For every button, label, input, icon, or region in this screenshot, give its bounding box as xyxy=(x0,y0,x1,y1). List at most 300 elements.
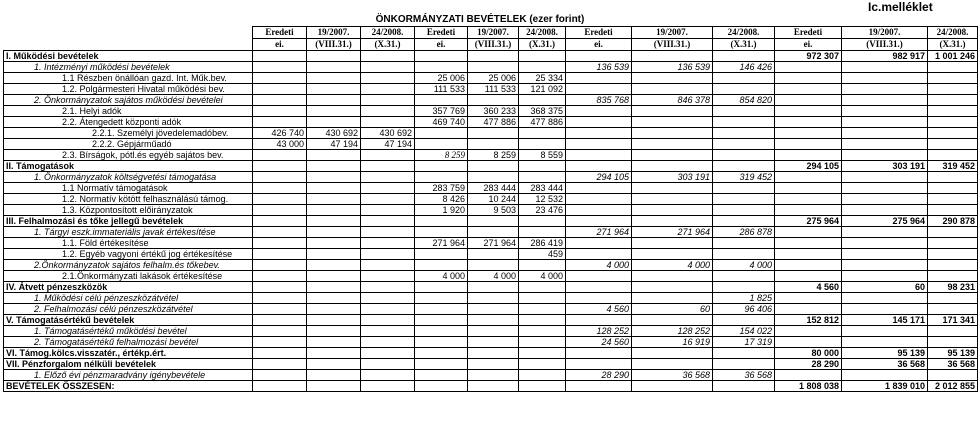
empty-cell xyxy=(632,348,713,359)
table-row xyxy=(4,249,978,260)
value-cell: 95 139 xyxy=(842,348,928,359)
empty-cell xyxy=(566,381,632,392)
empty-cell xyxy=(928,183,978,194)
value-cell: 426 740 xyxy=(253,128,307,139)
empty-cell xyxy=(928,139,978,150)
empty-cell xyxy=(928,326,978,337)
row-label: 1.1 Részben önállóan gazd. Int. Műk.bev. xyxy=(4,73,253,84)
empty-cell xyxy=(468,381,519,392)
table-row xyxy=(4,381,978,392)
empty-cell xyxy=(468,161,519,172)
column-header: 24/2008. xyxy=(519,27,566,39)
row-label: 1. Intézményi működési bevételek xyxy=(4,62,253,73)
table-row xyxy=(4,227,978,238)
value-cell: 357 769 xyxy=(415,106,468,117)
empty-cell xyxy=(632,51,713,62)
empty-cell xyxy=(468,304,519,315)
value-cell: 854 820 xyxy=(713,95,775,106)
empty-cell xyxy=(928,117,978,128)
empty-cell xyxy=(566,359,632,370)
empty-cell xyxy=(253,315,307,326)
empty-cell xyxy=(928,205,978,216)
value-cell: 1 839 010 xyxy=(842,381,928,392)
column-header: Eredeti xyxy=(775,27,842,39)
row-label: 1. Támogatásértékű működési bevétel xyxy=(4,326,253,337)
empty-cell xyxy=(253,348,307,359)
empty-cell xyxy=(253,106,307,117)
column-header: (VIII.31.) xyxy=(468,39,519,51)
empty-cell xyxy=(519,216,566,227)
empty-cell xyxy=(775,260,842,271)
row-label: 2. Támogatásértékű felhalmozási bevétel xyxy=(4,337,253,348)
empty-cell xyxy=(519,260,566,271)
empty-cell xyxy=(928,172,978,183)
empty-cell xyxy=(415,216,468,227)
table-row xyxy=(4,260,978,271)
table-row xyxy=(4,304,978,315)
empty-cell xyxy=(566,249,632,260)
table-row xyxy=(4,282,978,293)
value-cell: 28 290 xyxy=(775,359,842,370)
empty-cell xyxy=(253,381,307,392)
row-label: 2.2. Átengedett központi adók xyxy=(4,117,253,128)
empty-cell xyxy=(632,117,713,128)
value-cell: 36 568 xyxy=(928,359,978,370)
column-header: (X.31.) xyxy=(928,39,978,51)
row-label: 2.1.Önkormányzati lakások értékesítése xyxy=(4,271,253,282)
empty-cell xyxy=(713,216,775,227)
value-cell: 36 568 xyxy=(632,370,713,381)
empty-cell xyxy=(361,227,415,238)
empty-cell xyxy=(566,183,632,194)
empty-cell xyxy=(253,370,307,381)
empty-cell xyxy=(775,106,842,117)
empty-cell xyxy=(842,293,928,304)
empty-cell xyxy=(253,73,307,84)
value-cell xyxy=(566,293,632,304)
table-row xyxy=(4,315,978,326)
value-cell: 469 740 xyxy=(415,117,468,128)
empty-cell xyxy=(519,381,566,392)
empty-cell xyxy=(632,271,713,282)
empty-cell xyxy=(928,84,978,95)
empty-cell xyxy=(253,304,307,315)
value-cell: 4 000 xyxy=(566,260,632,271)
empty-cell xyxy=(415,139,468,150)
row-label: 2.2.1. Személyi jövedelemadóbev. xyxy=(4,128,253,139)
table-row xyxy=(4,271,978,282)
empty-cell xyxy=(775,249,842,260)
table-row xyxy=(4,216,978,227)
empty-cell xyxy=(632,249,713,260)
empty-cell xyxy=(632,359,713,370)
row-label: III. Felhalmozási és tőke jellegű bevételek xyxy=(4,216,253,227)
value-cell: 1 001 246 xyxy=(928,51,978,62)
value-cell: 4 000 xyxy=(519,271,566,282)
table-row xyxy=(4,326,978,337)
empty-cell xyxy=(928,304,978,315)
value-cell xyxy=(632,293,713,304)
empty-cell xyxy=(566,282,632,293)
column-header: (VIII.31.) xyxy=(307,39,361,51)
empty-cell xyxy=(361,282,415,293)
table-row xyxy=(4,205,978,216)
empty-cell xyxy=(519,62,566,73)
value-cell: 286 878 xyxy=(713,227,775,238)
empty-cell xyxy=(775,150,842,161)
empty-cell xyxy=(842,227,928,238)
empty-cell xyxy=(566,73,632,84)
empty-cell xyxy=(842,370,928,381)
value-cell: 36 568 xyxy=(713,370,775,381)
value-cell xyxy=(468,249,519,260)
value-cell: 12 532 xyxy=(519,194,566,205)
column-header: (X.31.) xyxy=(519,39,566,51)
empty-cell xyxy=(519,95,566,106)
value-cell: 972 307 xyxy=(775,51,842,62)
empty-cell xyxy=(253,150,307,161)
column-header: Eredeti xyxy=(253,27,307,39)
empty-cell xyxy=(361,62,415,73)
value-cell: 36 568 xyxy=(842,359,928,370)
empty-cell xyxy=(632,194,713,205)
row-label: 1.2. Egyéb vagyoni értékű jog értékesítése xyxy=(4,249,253,260)
empty-cell xyxy=(415,293,468,304)
value-cell: 80 000 xyxy=(775,348,842,359)
value-cell: 154 022 xyxy=(713,326,775,337)
empty-cell xyxy=(468,62,519,73)
value-cell: 9 503 xyxy=(468,205,519,216)
empty-cell xyxy=(307,51,361,62)
row-label: 1.1 Normatív támogatások xyxy=(4,183,253,194)
header-row xyxy=(4,39,978,51)
empty-cell xyxy=(307,359,361,370)
empty-cell xyxy=(253,238,307,249)
empty-cell xyxy=(519,315,566,326)
empty-cell xyxy=(415,62,468,73)
value-cell: 290 878 xyxy=(928,216,978,227)
empty-cell xyxy=(415,172,468,183)
empty-cell xyxy=(713,348,775,359)
empty-cell xyxy=(415,128,468,139)
row-label: 2.Önkormányzatok sajátos felhalm.és tőkebev. xyxy=(4,260,253,271)
empty-cell xyxy=(415,227,468,238)
empty-cell xyxy=(928,73,978,84)
empty-cell xyxy=(566,117,632,128)
empty-cell xyxy=(566,205,632,216)
empty-cell xyxy=(253,161,307,172)
empty-cell xyxy=(632,183,713,194)
value-cell: 4 560 xyxy=(566,304,632,315)
value-cell: 28 290 xyxy=(566,370,632,381)
empty-cell xyxy=(928,238,978,249)
value-cell: 98 231 xyxy=(928,282,978,293)
value-cell: 121 092 xyxy=(519,84,566,95)
page-title: ÖNKORMÁNYZATI BEVÉTELEK (ezer forint) xyxy=(375,14,585,25)
empty-cell xyxy=(775,139,842,150)
table-row xyxy=(4,128,978,139)
row-label: 2.3. Bírságok, pótl.és egyéb sajátos bev. xyxy=(4,150,253,161)
empty-cell xyxy=(632,282,713,293)
empty-cell xyxy=(468,128,519,139)
empty-cell xyxy=(842,117,928,128)
value-cell: 25 006 xyxy=(415,73,468,84)
empty-cell xyxy=(566,84,632,95)
table-row xyxy=(4,359,978,370)
empty-cell xyxy=(307,381,361,392)
empty-cell xyxy=(842,194,928,205)
value-cell: 303 191 xyxy=(632,172,713,183)
empty-cell xyxy=(307,238,361,249)
table-row xyxy=(4,62,978,73)
table-row xyxy=(4,95,978,106)
value-cell: 146 426 xyxy=(713,62,775,73)
empty-cell xyxy=(468,216,519,227)
empty-cell xyxy=(361,337,415,348)
value-cell: 271 964 xyxy=(566,227,632,238)
row-label: II. Támogatások xyxy=(4,161,253,172)
table-row xyxy=(4,194,978,205)
empty-cell xyxy=(928,337,978,348)
value-cell: 275 964 xyxy=(775,216,842,227)
empty-cell xyxy=(307,304,361,315)
empty-cell xyxy=(307,249,361,260)
empty-cell xyxy=(253,51,307,62)
row-label: 1. Működési célú pénzeszközátvétel xyxy=(4,293,253,304)
empty-cell xyxy=(775,84,842,95)
empty-cell xyxy=(775,194,842,205)
value-cell: 459 xyxy=(519,249,566,260)
empty-cell xyxy=(928,95,978,106)
value-cell: 846 378 xyxy=(632,95,713,106)
empty-cell xyxy=(415,51,468,62)
empty-cell xyxy=(775,238,842,249)
table-row xyxy=(4,337,978,348)
empty-cell xyxy=(566,51,632,62)
empty-cell xyxy=(713,128,775,139)
empty-cell xyxy=(307,161,361,172)
empty-cell xyxy=(307,326,361,337)
empty-cell xyxy=(253,95,307,106)
empty-cell xyxy=(928,150,978,161)
empty-cell xyxy=(713,106,775,117)
empty-cell xyxy=(928,62,978,73)
empty-cell xyxy=(519,51,566,62)
empty-cell xyxy=(713,73,775,84)
empty-cell xyxy=(307,315,361,326)
empty-cell xyxy=(566,271,632,282)
value-cell xyxy=(415,249,468,260)
empty-cell xyxy=(253,194,307,205)
value-cell: 430 692 xyxy=(361,128,415,139)
empty-cell xyxy=(928,370,978,381)
empty-cell xyxy=(713,150,775,161)
header-row xyxy=(4,27,978,39)
empty-cell xyxy=(361,359,415,370)
empty-cell xyxy=(361,106,415,117)
empty-cell xyxy=(307,370,361,381)
empty-cell xyxy=(253,260,307,271)
value-cell: 43 000 xyxy=(253,139,307,150)
value-cell: 111 533 xyxy=(468,84,519,95)
empty-cell xyxy=(468,95,519,106)
empty-cell xyxy=(632,381,713,392)
empty-cell xyxy=(842,172,928,183)
empty-cell xyxy=(361,348,415,359)
value-cell: 47 194 xyxy=(307,139,361,150)
empty-cell xyxy=(632,106,713,117)
empty-cell xyxy=(415,337,468,348)
empty-cell xyxy=(632,315,713,326)
empty-cell xyxy=(253,216,307,227)
empty-cell xyxy=(928,227,978,238)
empty-cell xyxy=(842,260,928,271)
empty-cell xyxy=(775,304,842,315)
row-label: 2.2.2. Gépjárműadó xyxy=(4,139,253,150)
empty-cell xyxy=(361,51,415,62)
value-cell: 96 406 xyxy=(713,304,775,315)
empty-cell xyxy=(253,282,307,293)
empty-cell xyxy=(468,348,519,359)
empty-cell xyxy=(253,249,307,260)
value-cell: 25 334 xyxy=(519,73,566,84)
empty-cell xyxy=(519,172,566,183)
empty-cell xyxy=(632,150,713,161)
empty-cell xyxy=(713,84,775,95)
column-header: Eredeti xyxy=(415,27,468,39)
empty-cell xyxy=(928,194,978,205)
value-cell: 8 259 xyxy=(468,150,519,161)
empty-cell xyxy=(361,304,415,315)
empty-cell xyxy=(713,249,775,260)
empty-cell xyxy=(842,337,928,348)
row-label: 2.1. Helyi adók xyxy=(4,106,253,117)
value-cell: 60 xyxy=(842,282,928,293)
empty-cell xyxy=(307,62,361,73)
value-cell: 60 xyxy=(632,304,713,315)
table-row xyxy=(4,106,978,117)
row-label: 1.2. Normatív kötött felhasználású támog. xyxy=(4,194,253,205)
empty-cell xyxy=(775,172,842,183)
empty-cell xyxy=(253,205,307,216)
value-cell: 17 319 xyxy=(713,337,775,348)
value-cell: 24 560 xyxy=(566,337,632,348)
empty-cell xyxy=(253,172,307,183)
empty-cell xyxy=(842,106,928,117)
value-cell: 16 919 xyxy=(632,337,713,348)
empty-cell xyxy=(713,183,775,194)
empty-cell xyxy=(361,95,415,106)
empty-cell xyxy=(361,315,415,326)
empty-cell xyxy=(566,238,632,249)
value-cell: 283 444 xyxy=(519,183,566,194)
empty-cell xyxy=(253,117,307,128)
value-cell: 283 759 xyxy=(415,183,468,194)
empty-cell xyxy=(519,139,566,150)
empty-cell xyxy=(307,73,361,84)
empty-cell xyxy=(307,172,361,183)
empty-cell xyxy=(566,161,632,172)
empty-cell xyxy=(632,139,713,150)
empty-cell xyxy=(415,359,468,370)
empty-cell xyxy=(468,172,519,183)
row-label: 1.1. Föld értékesítése xyxy=(4,238,253,249)
table-row xyxy=(4,139,978,150)
table-row xyxy=(4,150,978,161)
empty-cell xyxy=(713,139,775,150)
empty-cell xyxy=(775,205,842,216)
empty-cell xyxy=(842,62,928,73)
value-cell: 286 419 xyxy=(519,238,566,249)
empty-cell xyxy=(307,337,361,348)
empty-cell xyxy=(253,62,307,73)
header-spacer xyxy=(4,39,253,51)
empty-cell xyxy=(307,194,361,205)
row-label: VI. Támog.kölcs.visszatér., értékp.ért. xyxy=(4,348,253,359)
empty-cell xyxy=(468,370,519,381)
empty-cell xyxy=(713,381,775,392)
value-cell: 1 920 xyxy=(415,205,468,216)
empty-cell xyxy=(519,304,566,315)
row-label: BEVÉTELEK ÖSSZESEN: xyxy=(4,381,253,392)
empty-cell xyxy=(928,293,978,304)
value-cell: 271 964 xyxy=(632,227,713,238)
empty-cell xyxy=(842,73,928,84)
empty-cell xyxy=(566,216,632,227)
empty-cell xyxy=(928,260,978,271)
empty-cell xyxy=(775,117,842,128)
value-cell: 275 964 xyxy=(842,216,928,227)
value-cell: 128 252 xyxy=(566,326,632,337)
value-cell: 477 886 xyxy=(519,117,566,128)
value-cell: 4 000 xyxy=(415,271,468,282)
empty-cell xyxy=(361,326,415,337)
empty-cell xyxy=(253,271,307,282)
empty-cell xyxy=(842,326,928,337)
empty-cell xyxy=(775,337,842,348)
column-header: 19/2007. xyxy=(632,27,713,39)
empty-cell xyxy=(468,282,519,293)
row-label: 2. Önkormányzatok sajátos működési bevételei xyxy=(4,95,253,106)
empty-cell xyxy=(775,370,842,381)
row-label: 1. Önkormányzatok költségvetési támogatása xyxy=(4,172,253,183)
empty-cell xyxy=(361,381,415,392)
empty-cell xyxy=(566,128,632,139)
row-label: 2. Felhalmozási célú pénzeszközátvétel xyxy=(4,304,253,315)
empty-cell xyxy=(307,293,361,304)
empty-cell xyxy=(361,73,415,84)
table-row xyxy=(4,172,978,183)
empty-cell xyxy=(842,84,928,95)
column-header: (VIII.31.) xyxy=(842,39,928,51)
empty-cell xyxy=(775,227,842,238)
empty-cell xyxy=(307,150,361,161)
value-cell: 982 917 xyxy=(842,51,928,62)
empty-cell xyxy=(361,249,415,260)
empty-cell xyxy=(842,95,928,106)
empty-cell xyxy=(775,95,842,106)
empty-cell xyxy=(519,161,566,172)
empty-cell xyxy=(842,238,928,249)
column-header: ei. xyxy=(253,39,307,51)
value-cell: 25 006 xyxy=(468,73,519,84)
empty-cell xyxy=(361,150,415,161)
empty-cell xyxy=(928,249,978,260)
value-cell: 47 194 xyxy=(361,139,415,150)
empty-cell xyxy=(842,271,928,282)
empty-cell xyxy=(253,326,307,337)
column-header: 19/2007. xyxy=(468,27,519,39)
